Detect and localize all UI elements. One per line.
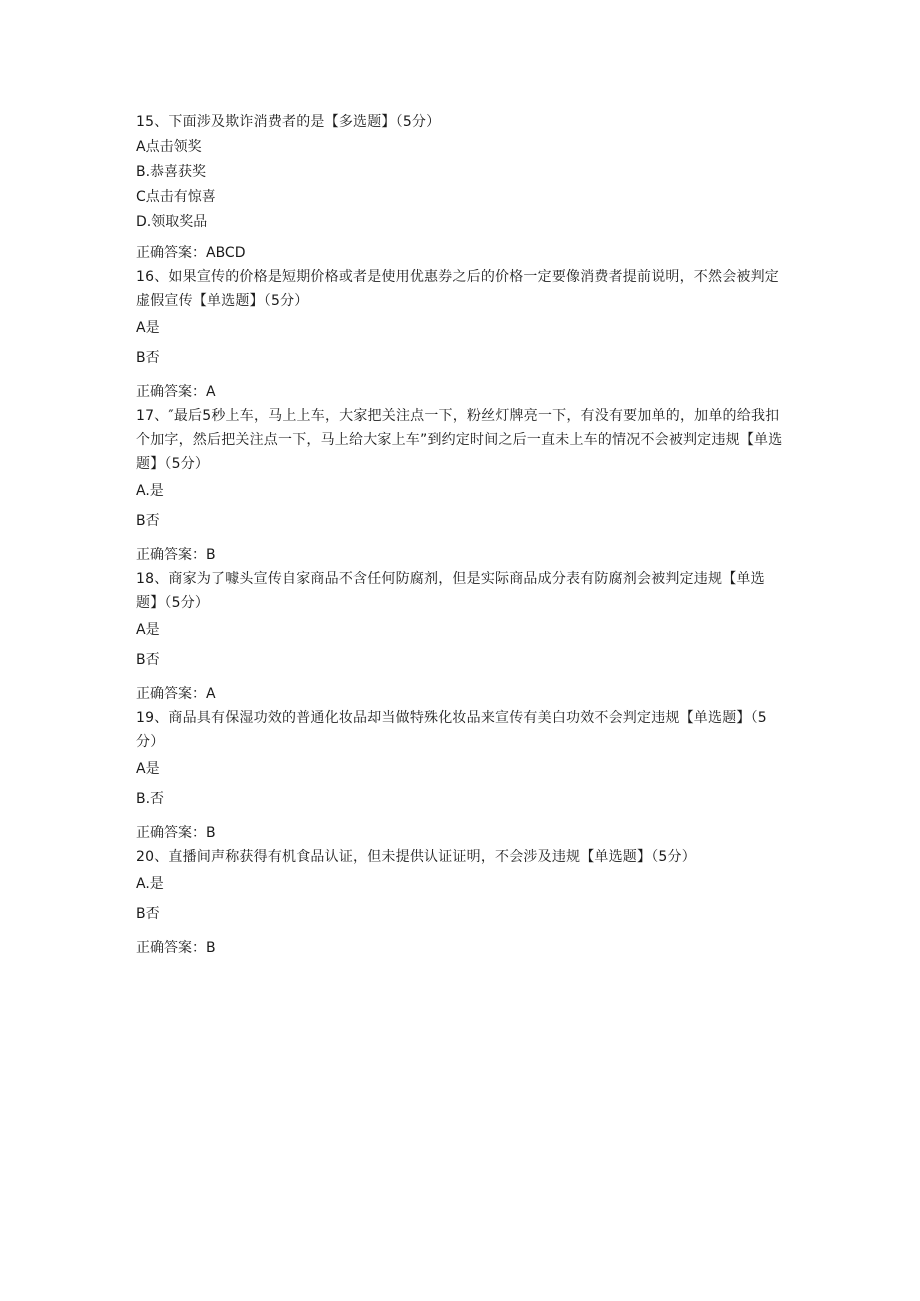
question-title: 17、″最后5秒上车，马上上车，大家把关注点一下，粉丝灯牌亮一下，有没有要加单的，加单的给我扣个加字，然后把关注点一下，马上给大家上车”到约定时间之后一直未上车的情况不会被判定违规【单选题】（5分） xyxy=(136,408,783,472)
question-16 xyxy=(136,265,786,404)
option-b: B否 xyxy=(136,652,160,668)
question-title: 18、商家为了噱头宣传自家商品不含任何防腐剂，但是实际商品成分表有防腐剂会被判定违规【单选题】（5分） xyxy=(136,571,765,611)
option-a: A是 xyxy=(136,320,160,336)
correct-answer: 正确答案：A xyxy=(136,686,216,702)
option-b: B.恭喜获奖 xyxy=(136,164,207,180)
option-b: B否 xyxy=(136,350,160,366)
question-title: 19、商品具有保湿功效的普通化妆品却当做特殊化妆品来宣传有美白功效不会判定违规【单选题】（5分） xyxy=(136,710,767,750)
option-a: A.是 xyxy=(136,483,164,499)
option-c: C点击有惊喜 xyxy=(136,189,216,205)
option-b: B否 xyxy=(136,906,160,922)
correct-answer: 正确答案：ABCD xyxy=(136,245,246,261)
question-20 xyxy=(136,845,786,960)
document-page xyxy=(136,110,786,960)
question-title: 16、如果宣传的价格是短期价格或者是使用优惠券之后的价格一定要像消费者提前说明，不然会被判定虚假宣传【单选题】（5分） xyxy=(136,269,780,309)
question-19 xyxy=(136,706,786,845)
question-title: 15、下面涉及欺诈消费者的是【多选题】（5分） xyxy=(136,114,441,130)
option-d: D.领取奖品 xyxy=(136,214,208,230)
correct-answer: 正确答案：B xyxy=(136,547,216,563)
question-18 xyxy=(136,567,786,706)
question-title: 20、直播间声称获得有机食品认证，但未提供认证证明，不会涉及违规【单选题】（5分） xyxy=(136,849,696,865)
option-a: A是 xyxy=(136,622,160,638)
option-a: A点击领奖 xyxy=(136,139,202,155)
correct-answer: 正确答案：B xyxy=(136,940,216,956)
option-a: A.是 xyxy=(136,876,164,892)
option-a: A是 xyxy=(136,761,160,777)
option-b: B否 xyxy=(136,513,160,529)
correct-answer: 正确答案：B xyxy=(136,825,216,841)
question-17 xyxy=(136,404,786,567)
correct-answer: 正确答案：A xyxy=(136,384,216,400)
option-b: B.否 xyxy=(136,791,165,807)
question-15 xyxy=(136,110,786,265)
